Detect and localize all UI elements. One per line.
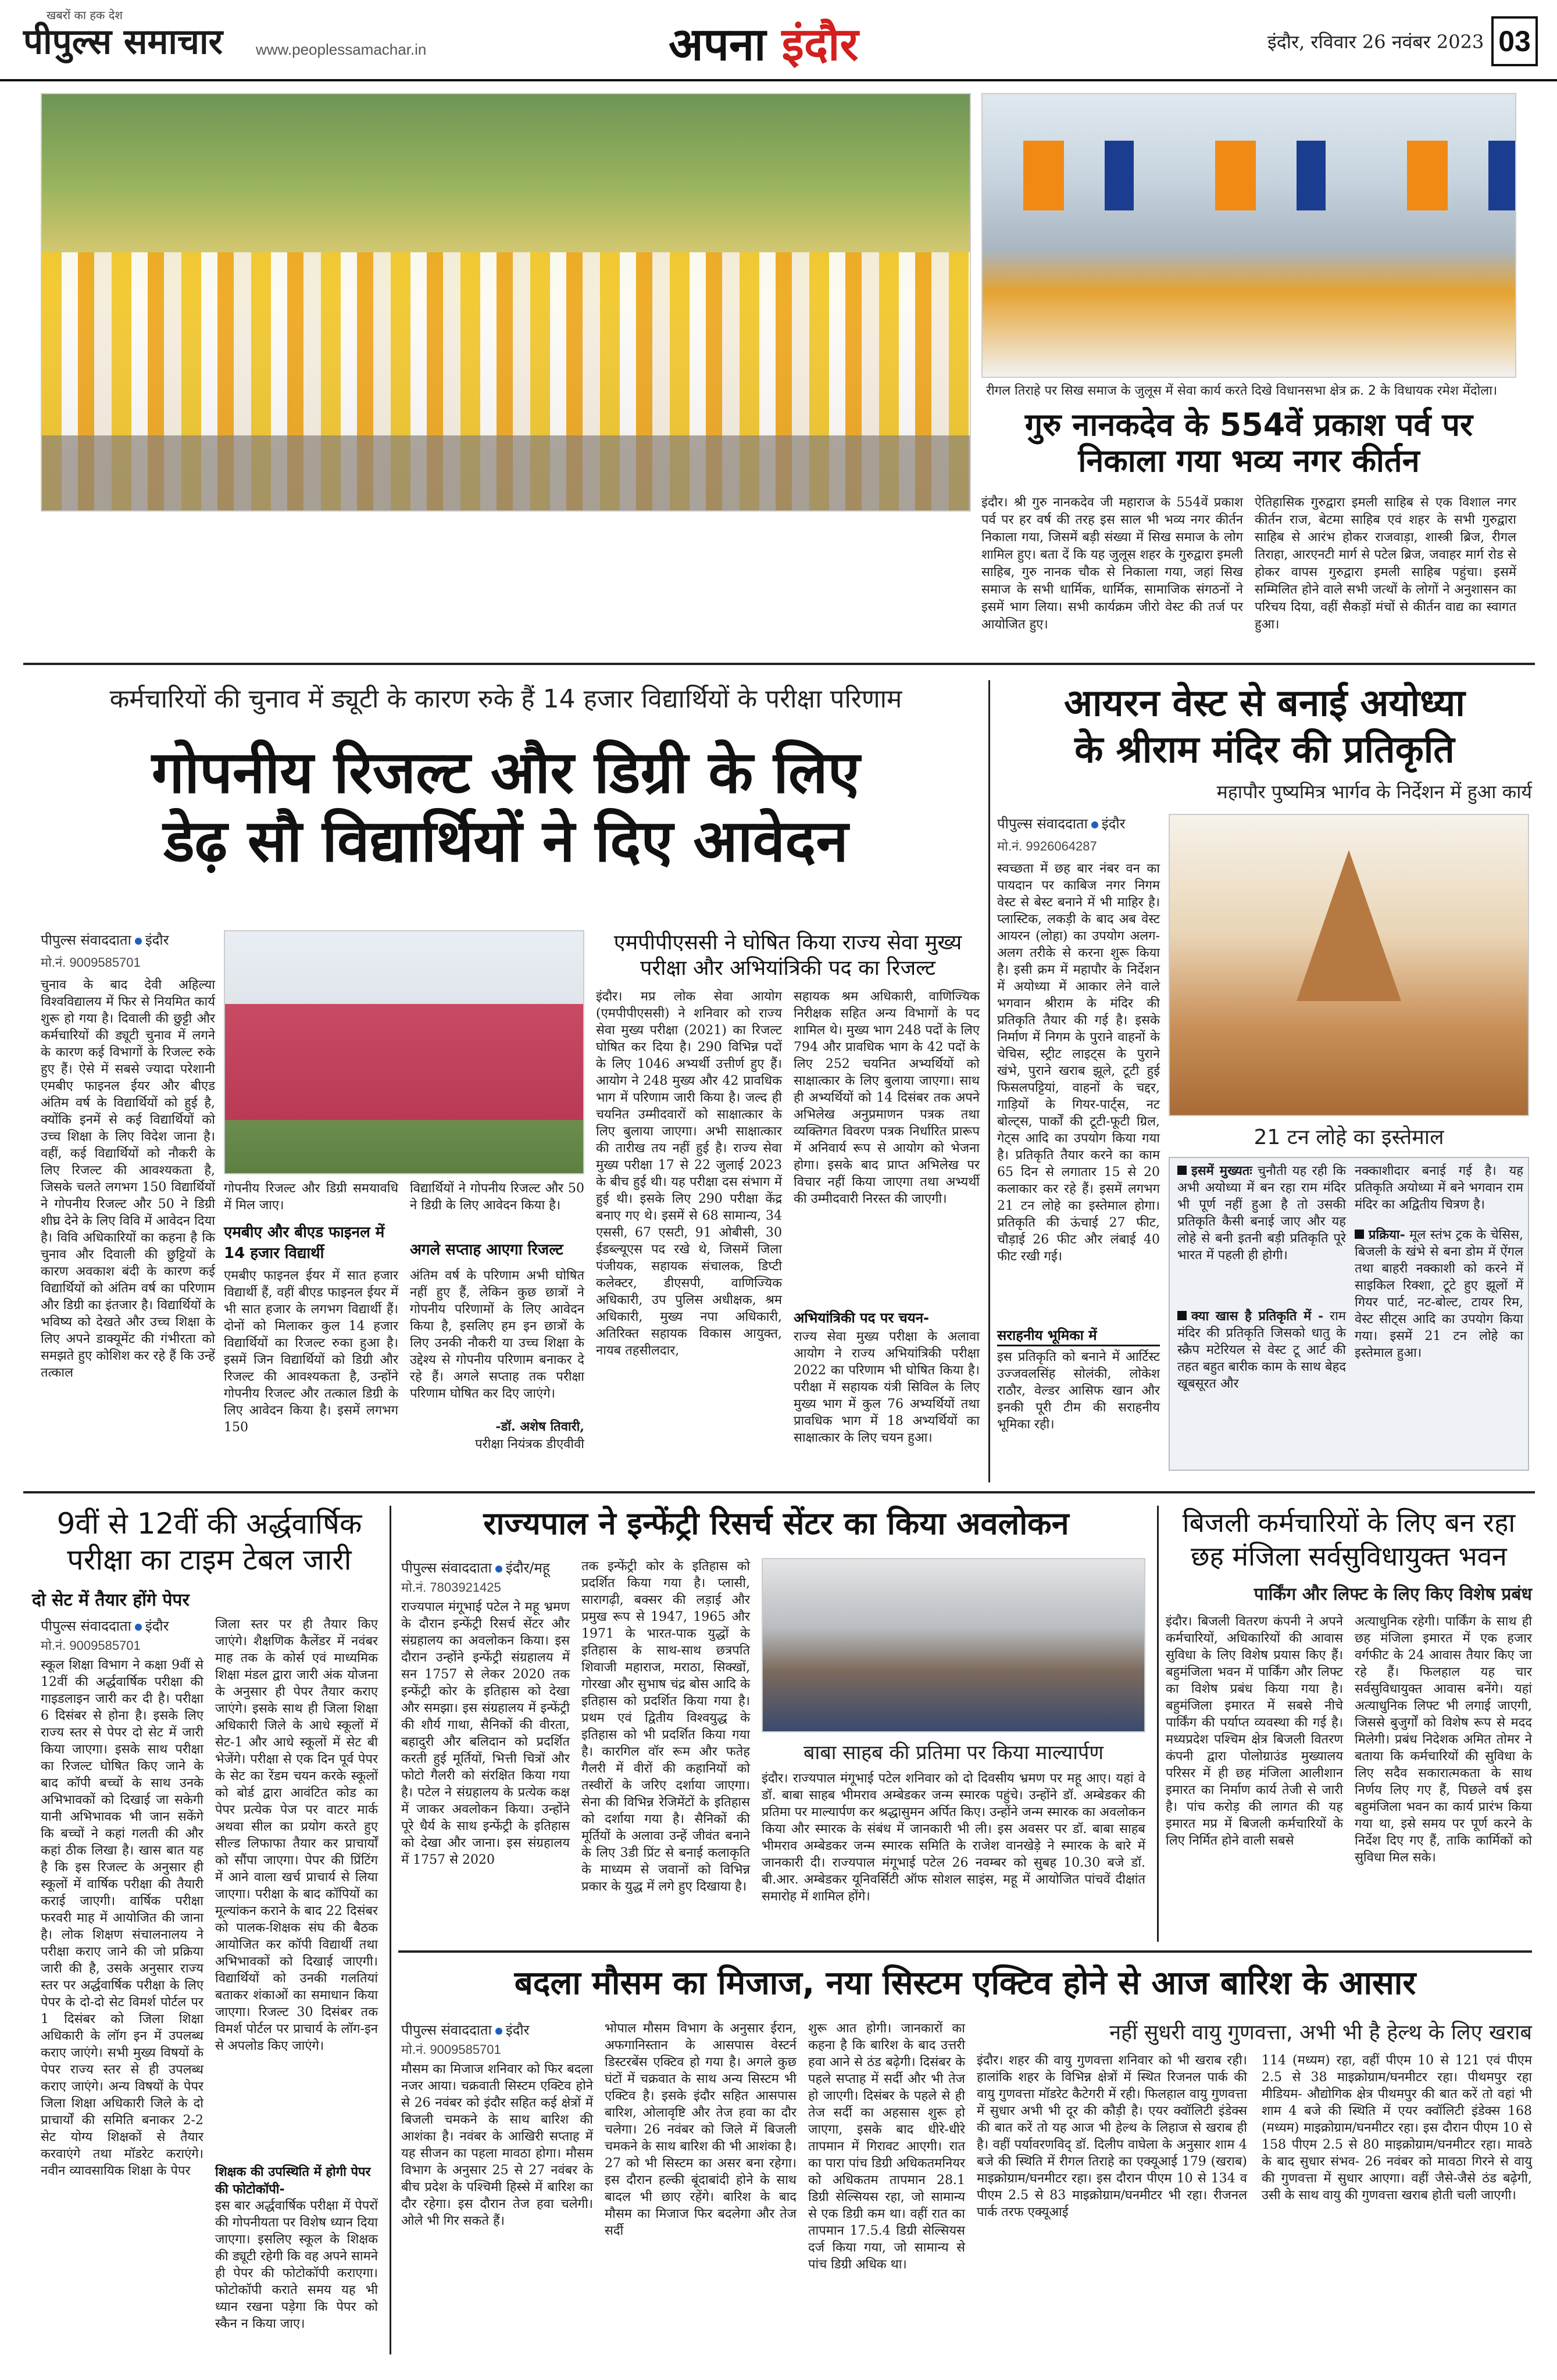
university-photo [224, 930, 584, 1174]
photo-caption: रीगल तिराहे पर सिख समाज के जुलूस में सेवा कार्य करते दिखे विधानसभा क्षेत्र क्र. 2 के विधायक रमेश मेंदोला। [981, 379, 1516, 401]
info-bullet-2-title: क्या खास है प्रतिकृति में - [1191, 1309, 1324, 1324]
reporter-mobile: मो.नं. 7803921425 [401, 1580, 501, 1595]
edition-date: इंदौर, रविवार 26 नवंबर 2023 [1267, 31, 1484, 53]
bullet-icon [1177, 1166, 1187, 1175]
story4-headline-line1: आयरन वेस्ट से बनाई अयोध्या [1064, 682, 1465, 725]
bullet-icon [1177, 1311, 1187, 1320]
story3-headline-line2: परीक्षा और अभियांत्रिकी पद का रिजल्ट [640, 956, 936, 980]
story3-headline [596, 930, 980, 981]
story2-kicker: कर्मचारियों की चुनाव में ड्यूटी के कारण रुके हैं 14 हजार विद्यार्थियों के परीक्षा परिणाम [109, 684, 902, 714]
story5-col1: स्कूल शिक्षा विभाग ने कक्षा 9वीं से 12वीं की अर्द्धवार्षिक परीक्षा की गाइडलाइन जारी कर दी है। परीक्षा 6 दिसंबर से होना है। इसके लिए राज्य स्तर से पेपर दो सेट में जारी किया जाएगा। इसके साथ परीक्षा का रिजल्ट घोषित किए जाने के बाद कॉपी बच्चों के साथ उनके अभिभावकों को दिखाई जा सकेगी यानी अभिभावक भी जान सकेंगे कि बच्चों ने कहां गलती की और कहां ठीक लिखा है। खास बात यह है कि इस रिजल्ट के अनुसार ही स्कूलों में वार्षिक परीक्षा की तैयारी कराई जाएगी। वार्षिक परीक्षा फरवरी माह में आयोजित की जाना है। लोक शिक्षण संचालनालय ने परीक्षा कराए जाने की जो प्रक्रिया जारी की है, उसके अनुसार राज्य स्तर पर अर्द्धवार्षिक परीक्षा के लिए पेपर के दो-दो सेट विमर्श पोर्टल पर 1 दिसंबर को जिला शिक्षा अधिकारी के लॉग इन में उपलब्ध कराए जाएंगे। सभी मुख्य विषयों के पेपर राज्य स्तर से ही उपलब्ध कराए जाएंगे। अन्य विषयों के पेपर जिला शिक्षा अधिकारी जिले के दो प्राचार्यों की समिति बनाकर 2-2 सेट योग्य शिक्षकों से तैयार करवाएंगे तथा मॉडरेट कराएंगे। नवीन व्यावसायिक शिक्षा के पेपर [41, 1658, 203, 2178]
story8-col5: 114 (मध्यम) रहा, वहीं पीएम 10 से 121 एवं पीएम 2.5 से 38 माइक्रोग्राम/घनमीटर रहा। पीथमपुर रहा मीडियम- औद्योगिक क्षेत्र पीथमपुर की बात करें तो वहां भी शाम 4 बजे की स्थिति में एयर क्वॉलिटी इंडेक्स 168 (मध्यम) माइक्रोग्राम/घनमीटर रहा। इस दौरान पीएम 10 से 158 पीएम 2.5 से 80 माइक्रोग्राम/घनमीटर रहा। मावठे के बाद सुधार संभव- 26 नवंबर को मावठा गिरने से वायु की गुणवत्ता में सुधार आएगा। वहीं जैसे-जैसे ठंड बढ़ेगी, उसी के साथ वायु की गुणवत्ता खराब होती चली जाएगी। [1262, 2053, 1532, 2203]
byline-dot-icon [135, 1624, 142, 1631]
story8-col2: भोपाल मौसम विभाग के अनुसार ईरान, अफगानिस्तान के आसपास वेस्टर्न डिस्टरबेंस एक्टिव हो गया है। अगले कुछ घंटों में चक्रवात के साथ अन्य सिस्टम भी एक्टिव है। इसके इंदौर सहित आसपास बारिश, ओलावृष्टि और तेज हवा का दौर चलेगा। 26 नवंबर को जिले में बिजली चमकने के साथ बारिश की भी आशंका है। 27 को भी सिस्टम का असर बना रहेगा। इस दौरान हल्की बूंदाबांदी होने के साथ बादल भी छाए रहेंगे। बारिश के बाद मौसम का मिजाज फिर बदलेगा और तेज सर्दी [605, 2021, 797, 2238]
info-bullet-4-text: मूल स्तंभ ट्रक के चेसिस, बिजली के खंभे से बना डोम में ऐंगल तथा बाहरी नक्काशी को करने में साइकिल रिक्शा, टूटे हुए झूलों में गियर पार्ट, नट-बोल्ट, टायर रिम, वेस्ट सीट्स आदि का उपयोग किया गया। इसमें 21 टन लोहे का इस्तेमाल हुआ। [1355, 1228, 1523, 1360]
byline [997, 814, 1125, 833]
quote-name: -डॉ. अशेष तिवारी, [495, 1419, 584, 1434]
reporter-mobile: मो.नं. 9009585701 [41, 955, 141, 970]
column-divider [390, 1506, 391, 2354]
story2-headline-line1: गोपनीय रिजल्ट और डिग्री के लिए [151, 738, 860, 806]
byline [401, 1558, 550, 1577]
university-photo-caption: गोपनीय रिजल्ट और डिग्री समयावधि में मिल जाए। [224, 1181, 398, 1213]
byline [41, 930, 169, 949]
reporter-mobile: मो.नं. 9009585701 [401, 2042, 501, 2057]
procession-photo [41, 93, 971, 512]
story1-body-right: ऐतिहासिक गुरुद्वारा इमली साहिब से एक विशाल नगर कीर्तन राज, बेटमा साहिब एवं शहर के सभी गुरुद्वारा साहिब से आरंभ होकर राजवाड़ा, शास्त्री ब्रिज, रीगल तिराहा, आरएनटी मार्ग से पटेल ब्रिज, जवाहर मार्ग रोड से होकर वापस गुरुद्वारा इमली साहिब पहुंचा। इसमें सम्मिलित होने वाले सभी जत्थों के लोगों ने अनुशासन का परिचय दिया, वहीं सैकड़ों मंचों से कीर्तन वाद्य का स्वागत हुआ। [1255, 495, 1516, 632]
info-bullet-1 [1177, 1163, 1346, 1264]
story4-subhead: महापौर पुष्यमित्र भार्गव के निर्देशन में हुआ कार्य [1216, 781, 1532, 803]
story1-body-left: इंदौर। श्री गुरु नानकदेव जी महाराज के 554वें प्रकाश पर्व पर हर वर्ष की तरह इस साल भी भव्य नगर कीर्तन निकाला गया, जिसमें बड़ी संख्या में सिख समाज के लोग शामिल हुए। बता दें कि यह जुलूस शहर के गुरुद्वारा इमली साहिब, गुरु नानक चौक से निकाला गया, जहां सिख समाज के सभी धार्मिक, धार्मिक, सामाजिक संगठनों ने इसमें भाग लिया। सभी कार्यक्रम जीरो वेस्ट की तर्ज पर आयोजित हुए। [981, 495, 1243, 632]
story5-subhead: दो सेट में तैयार होंगे पेपर [32, 1590, 190, 1610]
story8-col1: मौसम का मिजाज शनिवार को फिर बदला नजर आया। चक्रवाती सिस्टम एक्टिव होने से 26 नवंबर को इंदौर सहित कई क्षेत्रों में बिजली चमकने के साथ बारिश की आशंका है। नवंबर के आखिरी सप्ताह में यह सीजन का पहला मावठा होगा। मौसम विभाग के अनुसार 25 से 27 नवंबर के बीच प्रदेश के पश्चिमी हिस्से में बारिश का दौर रहेगा। इस दौरान तेज हवा चलेगी। ओले भी गिर सकते हैं। [401, 2062, 593, 2228]
story2-headline [29, 738, 983, 875]
byline-author: पीपुल्स संवाददाता [401, 2022, 492, 2038]
story6-col1: राज्यपाल मंगूभाई पटेल ने महू भ्रमण के दौरान इन्फेंट्री रिसर्च सेंटर और संग्रहालय का अवलोकन किया। इस दौरान उन्होंने इन्फेंट्री संग्रहालय में सन 1757 से लेकर 2020 तक इन्फेंट्री कोर के इतिहास को देखा और समझा। इस संग्रहालय में इन्फेंट्री की शौर्य गाथा, सैनिकों की वीरता, बहादुरी और बलिदान को प्रदर्शित करती हुई मूर्तियों, भित्ती चित्रों और फोटो गैलरी को संरक्षित किया गया है। पटेल ने संग्रहालय के प्रत्येक कक्ष में जाकर अवलोकन किया। उन्होंने पूरे धैर्य के साथ इन्फेंट्री के इतिहास को देखा और जाना। इस संग्रहालय में 1757 से 2020 [401, 1600, 570, 1867]
byline-dot-icon [1091, 821, 1098, 828]
story4-role-text: इस प्रतिकृति को बनाने में आर्टिस्ट उज्जवलसिंह सोलंकी, लोकेश राठौर, वेल्डर आसिफ खान और इनकी पूरी टीम की सराहनीय भूमिका रही। [997, 1350, 1160, 1432]
byline [401, 2020, 529, 2039]
story1-headline [981, 407, 1516, 479]
masthead-logo: पीपुल्स समाचार [23, 22, 223, 62]
story1-headline-line1: गुरु नानकदेव के 554वें प्रकाश पर्व पर [1024, 406, 1473, 443]
story7-headline [1166, 1506, 1532, 1573]
divider [398, 1950, 1532, 1953]
story5-col2: जिला स्तर पर ही तैयार किए जाएंगे। शैक्षणिक कैलेंडर में नवंबर माह तक के कोर्स एवं माध्यमिक शिक्षा मंडल द्वारा जारी अंक योजना के अनुसार ही पेपर तैयार कराए जाएंगे। इसके साथ ही जिला शिक्षा अधिकारी जिले के आधे स्कूलों में सेट-1 और आधे स्कूलों में सेट बी भेजेंगे। परीक्षा से एक दिन पूर्व पेपर के सेट का रेंडम चयन करके स्कूलों को बोर्ड द्वारा आवंटित कोड का पेपर प्रत्येक पेज पर वाटर मार्क अथवा सील का प्रयोग करते हुए सील्ड लिफाफा तैयार कर प्राचार्यों को सौंपा जाएगा। पेपर की प्रिंटिंग में आने वाला खर्च प्राचार्य से लिया जाएगा। परीक्षा के बाद कॉपियों का मूल्यांकन कराने के बाद 22 दिसंबर को पालक-शिक्षक संघ की बैठक आयोजित कर कॉपी विद्यार्थी तथा अभिभावकों को दिखाई जाएगी। विद्यार्थियों को उनकी गलतियां बताकर शंकाओं का समाधान किया जाएगा। रिजल्ट 30 दिसंबर तक विमर्श पोर्टल पर प्राचार्य के लॉग-इन से अपलोड किए जाएंगे। [215, 1617, 378, 2053]
byline [41, 1616, 169, 1635]
byline-dot-icon [495, 2028, 502, 2035]
statue-photo-caption: बाबा साहब की प्रतिमा पर किया माल्यार्पण [804, 1741, 1104, 1764]
story6-headline: राज्यपाल ने इन्फेंट्री रिसर्च सेंटर का किया अवलोकन [483, 1505, 1069, 1542]
byline-dot-icon [135, 938, 142, 945]
byline-author: पीपुल्स संवाददाता [41, 1618, 131, 1634]
story3-headline-line1: एमपीपीएससी ने घोषित किया राज्य सेवा मुख्य [613, 931, 962, 955]
story6-col3: इंदौर। राज्यपाल मंगूभाई पटेल शनिवार को दो दिवसीय भ्रमण पर महू आए। यहां वे डॉ. बाबा साहब भीमराव अम्बेडकर जन्म स्मारक पहुंचे। उन्होंने डॉ. अम्बेडकर की प्रतिमा पर माल्यार्पण कर श्रद्धासुमन अर्पित किए। उन्होंने जन्म स्मारक का अवलोकन किया और स्मारक के संबंध में जानकारी भी ली। इस अवसर पर डॉ. बाबा साहब भीमराव अम्बेडकर जन्म स्मारक समिति के राजेश वानखेड़े ने स्मारक के बारे में जानकारी दी। राज्यपाल मंगूभाई पटेल 26 नवम्बर को सुबह 10.30 बजे डॉ. बी.आर. अम्बेडकर यूनिवर्सिटी ऑफ सोशल साइंस, महू में आयोजित पांचवें दीक्षांत समारोह में शामिल होंगे। [762, 1771, 1145, 1904]
story2-col3a: विद्यार्थियों ने गोपनीय रिजल्ट और 50 ने डिग्री के लिए आवेदन किया है। [410, 1181, 584, 1213]
story7-col2: अत्याधुनिक रहेगी। पार्किंग के साथ ही छह मंजिला इमारत में एक हजार वर्गफीट के 24 आवास तैयार किए जा रहे हैं। फिलहाल यह चार सर्वसुविधायुक्त आवास बनेंगे। यहां अत्याधुनिक लिफ्ट भी लगाई जाएगी, जिससे बुजुर्गों को विशेष रूप से मदद मिलेगी। प्रबंध निदेशक अमित तोमर ने बताया कि कर्मचारियों की सुविधा के लिए सदैव सकारात्मकता के साथ निर्णय लिए गए हैं, पिछले वर्ष इस बहुमंजिला भवन का कार्य प्रारंभ किया गया था, इसे समय पर पूर्ण करने के निर्देश दिए गए हैं, ताकि कार्मिकों को सुविधा मिल सके। [1355, 1614, 1532, 1865]
story8-headline: बदला मौसम का मिजाज, नया सिस्टम एक्टिव होने से आज बारिश के आसार [514, 1964, 1416, 2002]
masthead-tagline: खबरों का हक देश [47, 8, 123, 22]
story4-headline [997, 680, 1532, 773]
story8-col4: इंदौर। शहर की वायु गुणवत्ता शनिवार को भी खराब रही। हालांकि शहर के विभिन्न क्षेत्रों में स्थित रिजनल पार्क की वायु गुणवत्ता मॉडरेट कैटेगरी में रही। फिलहाल वायु गुणवत्ता में सुधार अभी भी दूर की कौड़ी है। एयर क्वॉलिटी इंडेक्स की बात करें तो यह आज भी हेल्थ के लिहाज से खराब ही है। वहीं पर्यावरणविद् डॉ. दिलीप वाघेला के अनुसार शाम 4 बजे की स्थिति में रीगल तिराहे का एक्यूआई 179 (खराब) माइक्रोग्राम/घनमीटर रहा। इस दौरान पीएम 10 से 134 व पीएम 2.5 से 83 माइक्रोग्राम/घनमीटर भी रहा। रीजनल पार्क तरफ एक्यूआई [977, 2053, 1247, 2220]
story3-col1: इंदौर। मप्र लोक सेवा आयोग (एमपीपीएससी) ने शनिवार को राज्य सेवा मुख्य परीक्षा (2021) का रिजल्ट घोषित कर दिया है। 290 विभिन्न पदों के लिए 1046 अभ्यर्थी उत्तीर्ण हुए हैं। आयोग ने 248 मुख्य और 42 प्रावधिक भाग में परिणाम जारी किया है। जल्द ही चयनित उम्मीदवारों को साक्षात्कार के लिए बुलाया जाएगा। अभी साक्षात्कार की तारीख तय नहीं हुई है। राज्य सेवा मुख्य परीक्षा 17 से 22 जुलाई 2023 के बीच हुई थी। यह परीक्षा दस संभाग में हुई थी। इसके लिए 290 परीक्षा केंद्र बनाए गए थे। इसमें से 68 सामान्य, 34 एससी, 67 एसटी, 91 ओबीसी, 30 ईडब्ल्यूएस पद रखे थे, जिसमें जिला पंजीयक, सहायक संचालक, डिप्टी कलेक्टर, डीएसपी, वाणिज्यिक अधिकारी, उप पुलिस अधीक्षक, श्रम अधिकारी, मुख्य नपा अधिकारी, अतिरिक्त सहायक विकास आयुक्त, नायब तहसीलदार, [596, 989, 782, 1358]
byline-city: इंदौर [145, 932, 169, 948]
story5-subhead2: शिक्षक की उपस्थिति में होगी पेपर की फोटोकॉपी- [215, 2165, 371, 2197]
website-url[interactable]: www.peoplessamachar.in [256, 41, 427, 58]
story5-headline-line2: परीक्षा का टाइम टेबल जारी [67, 1543, 352, 1577]
story4-headline-line2: के श्रीराम मंदिर की प्रतिकृति [1074, 728, 1455, 771]
mla-service-photo [981, 93, 1516, 378]
info-bullet-2 [1177, 1308, 1346, 1392]
byline-city: इंदौर [145, 1618, 169, 1634]
byline-author: पीपुल्स संवाददाता [41, 932, 131, 948]
story2-subhead2: अगले सप्ताह आएगा रिजल्ट [410, 1241, 563, 1259]
info-bullet-1-title: इसमें मुख्यतः [1191, 1163, 1252, 1178]
temple-photo-caption: 21 टन लोहे का इस्तेमाल [1254, 1125, 1444, 1149]
story7-headline-line1: बिजली कर्मचारियों के लिए बन रहा [1182, 1507, 1516, 1538]
story8-subhead: नहीं सुधरी वायु गुणवत्ता, अभी भी है हेल्थ के लिए खराब [1109, 2021, 1532, 2045]
byline-city: इंदौर/महू [505, 1560, 550, 1576]
story2-col1: चुनाव के बाद देवी अहिल्या विश्वविद्यालय में फिर से नियमित कार्य शुरू हो गया है। दिवाली की छुट्टी और कर्मचारियों की ड्यूटी चुनाव में लगने के कारण कई विभागों के रिजल्ट रुके हुए हैं। ऐसे में सबसे ज्यादा परेशानी एमबीए फाइनल ईयर और बीएड अंतिम वर्ष के विद्यार्थियों को हुई है, क्योंकि इनमें से कई विद्यार्थियों को उच्च शिक्षा के लिए विदेश जाना है। वहीं, कई विद्यार्थियों को नौकरी के लिए रिजल्ट की आवश्यकता है, जिसके चलते लगभग 150 विद्यार्थियों ने गोपनीय रिजल्ट और 50 ने डिग्री शीघ्र देने के लिए विवि में आवेदन दिया है। विवि अधिकारियों का कहना है कि चुनाव और दिवाली की छुट्टियों के कारण अवकाश बंदी के कारण कई विद्यार्थियों को अंतिम वर्ष का परिणाम और डिग्री का इंतजार है। विद्यार्थियों के भविष्य को देखते और उच्च शिक्षा के लिए अपने डाक्यूमेंट की गंभीरता को समझते हुए कोशिश कर रहे हैं कि उन्हें तत्काल [41, 978, 215, 1380]
story3-col2a: सहायक श्रम अधिकारी, वाणिज्यिक निरीक्षक सहित अन्य विभागों के पद शामिल थे। मुख्य भाग 248 पदों के लिए 794 और प्रावधिक भाग के 42 पदों के लिए 252 चयनित अभ्यर्थियों को साक्षात्कार के लिए बुलाया जाएगा। साथ ही अभ्यर्थियों को 14 दिसंबर तक अपने अभिलेख अनुप्रमाणन पत्रक तथा व्यक्तिगत विवरण पत्रक निर्धारित प्रारूप में अनिवार्य रूप से आयोग को भेजना होगा। इसके बाद प्राप्त अभिलेख पर विचार नहीं किया जाएगा तथा अभ्यर्थी की उम्मीदवारी निरस्त की जाएगी। [794, 989, 980, 1206]
column-divider [1157, 1506, 1159, 1942]
info-bullet-4-title: प्रक्रिया- [1369, 1227, 1405, 1242]
reporter-mobile: मो.नं. 9009585701 [41, 1638, 141, 1653]
story2-subhead: एमबीए और बीएड फाइनल में 14 हजार विद्यार्थी [224, 1224, 385, 1262]
temple-replica-photo [1169, 814, 1529, 1116]
story2-headline-line2: डेढ़ सौ विद्यार्थियों ने दिए आवेदन [163, 807, 848, 875]
bullet-icon [1355, 1230, 1364, 1239]
story7-col1: इंदौर। बिजली वितरण कंपनी ने अपने कर्मचारियों, अधिकारियों की आवास सुविधा के लिए विशेष प्रयास किए हैं। बहुमंजिला भवन में पार्किंग और लिफ्ट का विशेष प्रबंध किया गया है। बहुमंजिला इमारत में सबसे नीचे पार्किंग की पर्याप्त व्यवस्था की गई है। मध्यप्रदेश पश्चिम क्षेत्र बिजली वितरण कंपनी द्वारा पोलोग्राउंड मुख्यालय परिसर में ही छह मंजिला आलीशान इमारत का निर्माण कार्य तेजी से जारी है। पांच करोड़ की लागत की यह इमारत मप्र में बिजली कर्मचारियों के लिए निर्मित होने वाली सबसे [1166, 1614, 1343, 1848]
story1-headline-line2: निकाला गया भव्य नगर कीर्तन [1078, 442, 1420, 480]
story2-col3b: अंतिम वर्ष के परिणाम अभी घोषित नहीं हुए हैं, लेकिन कुछ छात्रों ने गोपनीय परिणामों के लिए आवेदन किया है, इसलिए हम इन छात्रों के लिए उनकी नौकरी या उच्च शिक्षा के उद्देश्य से गोपनीय परिणाम बनाकर दे रहे हैं। अगले सप्ताह तक परीक्षा परिणाम घोषित कर दिए जाएंगे। [410, 1268, 584, 1401]
divider [23, 663, 1535, 665]
story5-headline [32, 1506, 387, 1578]
story4-col1: स्वच्छता में छह बार नंबर वन का पायदान पर काबिज नगर निगम वेस्ट से बेस्ट बनाने में भी माहिर है। प्लास्टिक, लकड़ी के बाद अब वेस्ट आयरन (लोहा) का उपयोग अलग-अलग तरीके से करना शुरू किया है। इसी क्रम में महापौर के निर्देशन में अयोध्या में आकार लेने वाले भगवान श्रीराम के मंदिर की प्रतिकृति तैयार की गई है। इसके निर्माण में निगम के पुराने वाहनों के चेचिस, स्ट्रीट लाइट्स के पुराने खंभे, पुराने खराब झूले, टूटी हुई फिसलपट्टियां, वाहनों के चद्दर, गाड़ियों के गियर-पार्ट्स, नट बोल्ट्स, पार्कों की टूटी-फूटी ग्रिल, गेट्स आदि का उपयोग किया गया है। प्रतिकृति तैयार करने का काम 65 दिन से लगातार 15 से 20 कलाकार कर रहे हैं। इसमें लगभग 21 टन लोहे का इस्तेमाल होगा। प्रतिकृति की ऊंचाई 27 फीट, चौड़ाई 26 फीट और लंबाई 40 फीट रखी गई। [997, 862, 1160, 1264]
info-bullet-3: नक्काशीदार बनाई गई है। यह प्रतिकृति अयोध्या में बने भगवान राम मंदिर का अद्वितीय चित्रण है। [1355, 1164, 1523, 1212]
section-title [669, 12, 858, 73]
story4-role-title: सराहनीय भूमिका में [997, 1325, 1160, 1346]
column-divider [988, 680, 990, 1482]
byline-author: पीपुल्स संवाददाता [997, 816, 1088, 832]
story7-headline-line2: छह मंजिला सर्वसुविधायुक्त भवन [1191, 1541, 1507, 1572]
info-bullet-4 [1355, 1227, 1523, 1361]
section-title-part2: इंदौर [781, 19, 859, 71]
byline-city: इंदौर [505, 2022, 530, 2038]
story6-col2: तक इन्फेंट्री कोर के इतिहास को प्रदर्शित किया गया है। प्लासी, सारागढ़ी, बक्सर की लड़ाई और प्रमुख रूप से 1947, 1965 और 1971 के भारत-पाक युद्धों के इतिहास के साथ-साथ छत्रपति शिवाजी महाराज, मराठा, सिक्खों, गोरखा और सुभाष चंद्र बोस आदि के इतिहास को प्रदर्शित किया गया है। प्रथम एवं द्वितीय विश्वयुद्ध के इतिहास को भी प्रदर्शित किया गया है। कारगिल वॉर रूम और फतेह गैलरी में वीरों की कहानियों को तस्वीरों के जरिए दर्शाया जाएगा। सेना की विभिन्न रेजिमेंटों के इतिहास को दर्शाया गया है। सैनिकों की मूर्तियों के अलावा उन्हें जीवंत बनाने के लिए 3डी प्रिंट से बनाई कलाकृति के माध्यम से जवानों को विभिन्न प्रकार के युद्ध में लगे हुए दिखाया है। [581, 1559, 750, 1894]
story5-headline-line1: 9वीं से 12वीं की अर्द्धवार्षिक [56, 1507, 362, 1541]
ambedkar-statue-photo [762, 1558, 1145, 1732]
divider [23, 1491, 1535, 1493]
quote-role: परीक्षा नियंत्रक डीएवीवी [475, 1437, 584, 1452]
page-number: 03 [1491, 16, 1538, 66]
page-header [0, 0, 1557, 81]
byline-author: पीपुल्स संवाददाता [401, 1560, 492, 1576]
info-bullet-1-text: चुनौती यह रही कि अभी अयोध्या में बन रहा राम मंदिर भी पूर्ण नहीं हुआ है तो उसकी प्रतिकृति कैसी बनाई जाए और यह लोहे से बनी इतनी बड़ी प्रतिकृति पूरे भारत में पहली ही होगी। [1177, 1164, 1346, 1263]
byline-city: इंदौर [1101, 816, 1126, 832]
story2-col2: एमबीए फाइनल ईयर में सात हजार विद्यार्थी हैं, वहीं बीएड फाइनल ईयर में भी सात हजार के लगभग विद्यार्थी हैं। दोनों को मिलाकर कुल 14 हजार विद्यार्थियों का रिजल्ट रुका हुआ है। इसमें जिन विद्यार्थियों को डिग्री और रिजल्ट की आवश्यकता है, उन्होंने गोपनीय रिजल्ट और तत्काल डिग्री के लिए आवेदन किया है। इसमें लगभग 150 [224, 1268, 398, 1435]
story8-col3: शुरू आत होगी। जानकारों का कहना है कि बारिश के बाद उत्तरी हवा आने से ठंड बढ़ेगी। दिसंबर के पहले सप्ताह में सर्दी और भी तेज हो जाएगी। दिसंबर के पहले से ही तेज सर्दी का अहसास शुरू हो जाएगा, इसके बाद धीरे-धीरे तापमान में गिरावट आएगी। रात का पारा पांच डिग्री अधिकतमनियर को अधिकतम तापमान 28.1 डिग्री सेल्सियस रहा, जो सामान्य से एक डिग्री कम था। वहीं रात का तापमान 17.5.4 डिग्री सेल्सियस दर्ज किया गया, जो सामान्य से पांच डिग्री अधिक था। [808, 2021, 965, 2272]
reporter-mobile: मो.नं. 9926064287 [997, 839, 1097, 853]
info-bullet-2-text: राम मंदिर की प्रतिकृति जिसको धातु के स्क्रैप मटेरियल से वेस्ट टू आर्ट की तहत बहुत बारीक काम के साथ बेहद खूबसूरत और [1177, 1309, 1346, 1391]
story5-col2b: इस बार अर्द्धवार्षिक परीक्षा में पेपरों की गोपनीयता पर विशेष ध्यान दिया जाएगा। इसलिए स्कूल के शिक्षक की ड्यूटी रहेगी कि वह अपने सामने ही पेपर की फोटोकॉपी कराएगा। फोटोकॉपी कराते समय यह भी ध्यान रखना पड़ेगा कि पेपर को स्कैन न किया जाए। [215, 2199, 378, 2331]
byline-dot-icon [495, 1566, 502, 1573]
story3-col2b: राज्य सेवा मुख्य परीक्षा के अलावा आयोग ने राज्य अभियांत्रिकी परीक्षा 2022 का परिणाम भी घोषित किया है। परीक्षा में सहायक यंत्री सिविल के लिए मुख्य भाग में कुल 76 अभ्यर्थियों तथा प्रावधिक भाग में 18 अभ्यर्थियों का साक्षात्कार के लिए चयन हुआ। [794, 1330, 980, 1445]
story3-subhead: अभियांत्रिकी पद पर चयन- [794, 1310, 930, 1326]
story7-subhead: पार्किंग और लिफ्ट के लिए किए विशेष प्रबंध [1254, 1584, 1532, 1604]
section-title-part1: अपना [669, 19, 782, 71]
